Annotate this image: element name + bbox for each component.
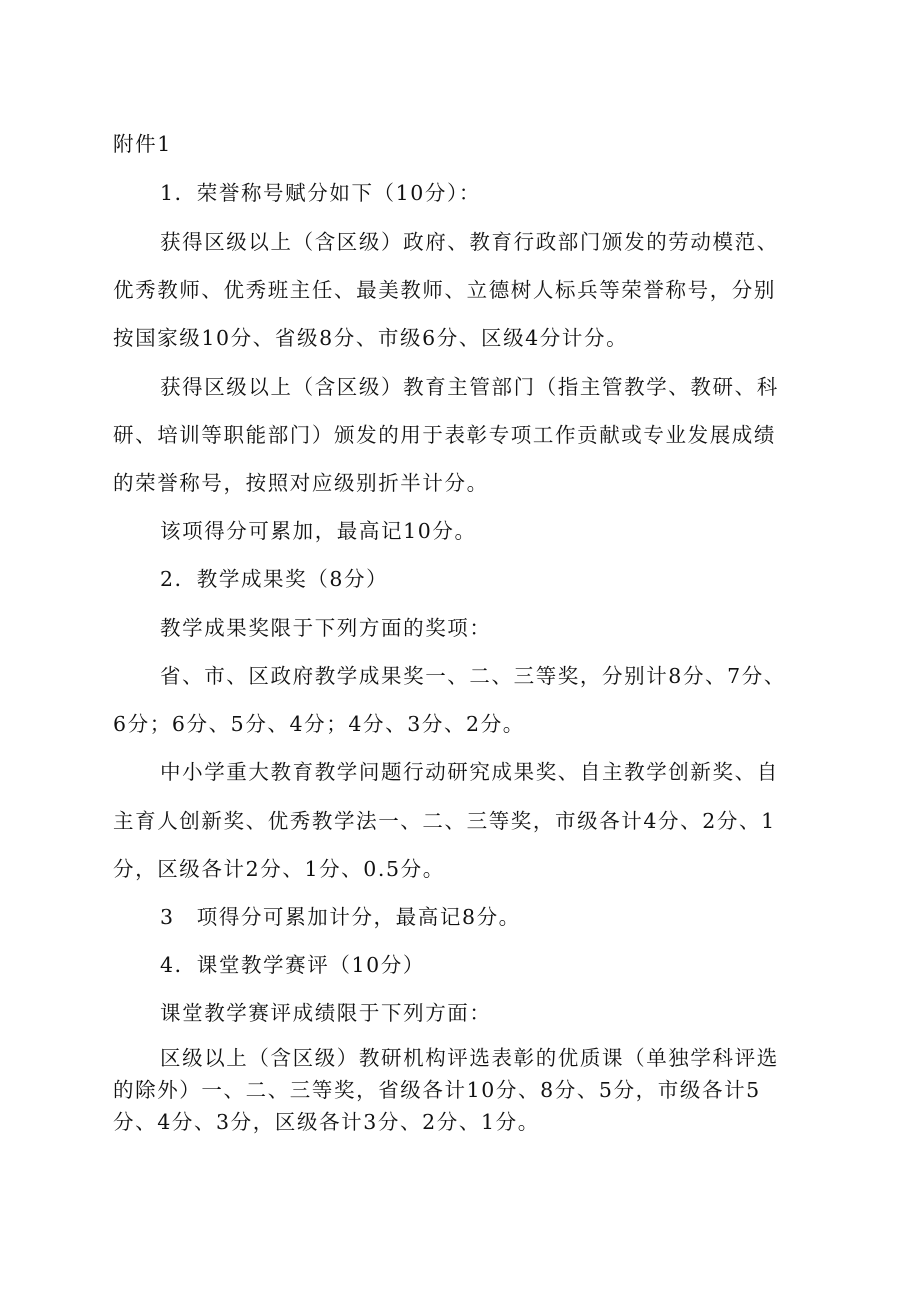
paragraph-line: 分、4分、3分，区级各计3分、2分、1分。: [113, 1110, 540, 1134]
paragraph-line: 获得区级以上（含区级）教育主管部门（指主管教学、教研、科: [160, 375, 779, 399]
paragraph-line: 按国家级10分、省级8分、市级6分、区级4分计分。: [113, 326, 629, 350]
paragraph-line: 获得区级以上（含区级）政府、教育行政部门颁发的劳动模范、: [160, 230, 779, 254]
paragraph-line: 6分；6分、5分、4分；4分、3分、2分。: [113, 712, 525, 736]
paragraph-line: 3 项得分可累加计分，最高记8分。: [160, 905, 521, 929]
paragraph-line: 该项得分可累加，最高记10分。: [160, 519, 477, 543]
paragraph-line: 研、培训等职能部门）颁发的用于表彰专项工作贡献或专业发展成绩: [113, 423, 776, 447]
paragraph-line: 的荣誉称号，按照对应级别折半计分。: [113, 471, 489, 495]
section-heading-4: 4．课堂教学赛评（10分）: [160, 953, 425, 977]
section-heading-1: 1．荣誉称号赋分如下（10分）：: [160, 181, 481, 205]
paragraph-line: 省、市、区政府教学成果奖一、二、三等奖，分别计8分、7分、: [160, 664, 786, 688]
paragraph-line: 教学成果奖限于下列方面的奖项：: [160, 616, 492, 640]
paragraph-line: 优秀教师、优秀班主任、最美教师、立德树人标兵等荣誉称号，分别: [113, 278, 776, 302]
paragraph-line: 区级以上（含区级）教研机构评选表彰的优质课（单独学科评选: [160, 1046, 779, 1070]
paragraph-line: 中小学重大教育教学问题行动研究成果奖、自主教学创新奖、自: [160, 760, 779, 784]
section-heading-2: 2．教学成果奖（8分）: [160, 567, 389, 591]
paragraph-line: 主育人创新奖、优秀教学法一、二、三等奖，市级各计4分、2分、1: [113, 809, 776, 833]
paragraph-line: 课堂教学赛评成绩限于下列方面：: [160, 1001, 492, 1025]
paragraph-line: 的除外）一、二、三等奖，省级各计10分、8分、5分，市级各计5: [113, 1078, 761, 1102]
paragraph-line: 分，区级各计2分、1分、0.5分。: [113, 857, 445, 881]
attachment-label: 附件1: [113, 132, 172, 156]
